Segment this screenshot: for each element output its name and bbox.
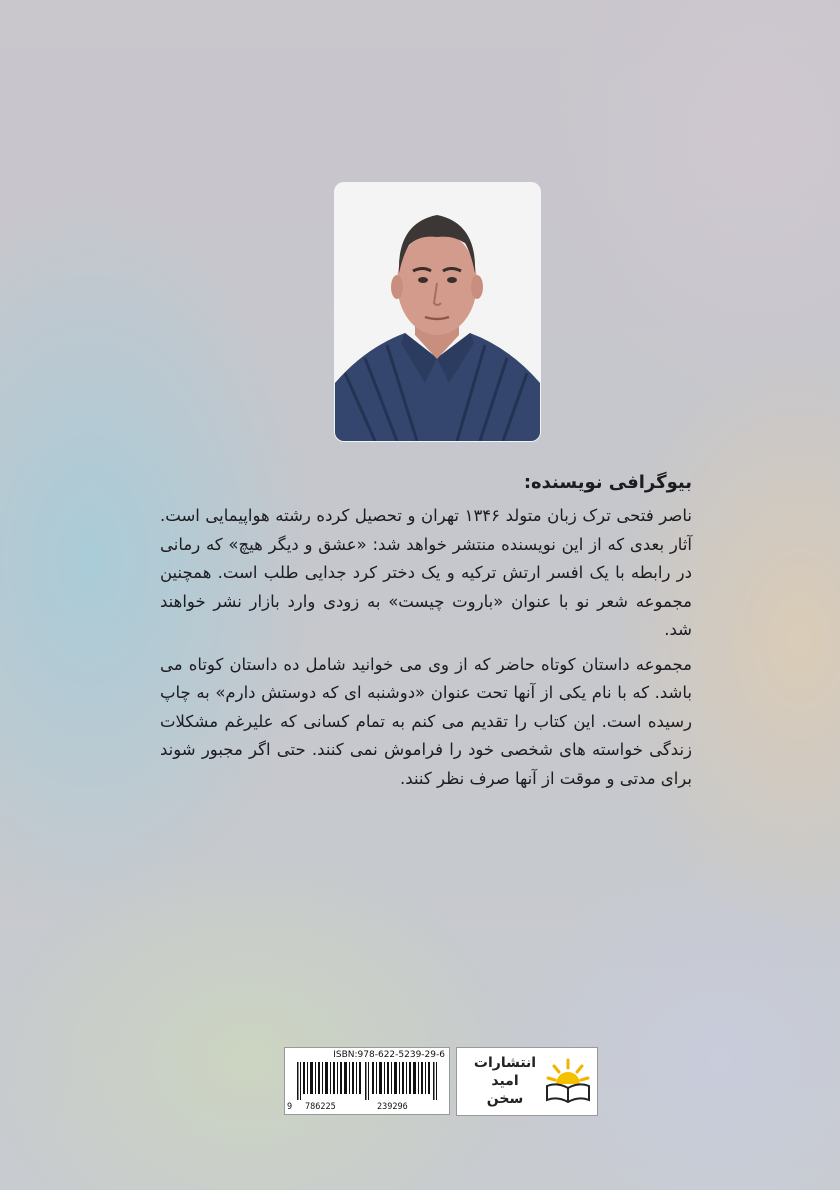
publisher-name-line-3: سخن <box>486 1091 524 1107</box>
barcode-digits-group-1: 786225 <box>305 1102 336 1112</box>
bio-paragraph-2: مجموعه داستان کوتاه حاضر که از وی می خوانید شامل ده داستان کوتاه می باشد. که با نام یکی از آنها تحت عنوان «دوشنبه ای که دوستش دارم» به چاپ رسیده است. این کتاب را تقدیم می کنم به تمام کسانی که علیرغم مشکلات زندگی خواسته های شخصی خود را فراموش نمی کنند. حتی اگر مجبور شوند برای مدتی و موقت از آنها صرف نظر کنند. <box>160 654 692 788</box>
bio-paragraph-1: ناصر فتحی ترک زبان متولد ۱۳۴۶ تهران و تحصیل کرده رشته هواپیمایی است. آثار بعدی که از این نویسنده منتشر خواهد شد: «عشق و دیگر هیچ» که رمانی در رابطه با یک افسر ارتش ترکیه و یک دختر کرد جدایی طلب است. همچنین مجموعه شعر نو با عنوان «باروت چیست» به زودی وارد بازار نشر خواهند شد. <box>160 506 692 639</box>
author-photo <box>335 183 540 441</box>
publisher-logo <box>456 1047 598 1116</box>
isbn-barcode <box>284 1047 450 1115</box>
author-biography <box>160 468 692 793</box>
publisher-name-line-1: انتشارات <box>473 1055 537 1071</box>
barcode-digits-group-2: 239296 <box>377 1102 408 1112</box>
publisher-name-line-2: امید <box>491 1073 519 1089</box>
barcode-digit-lead: 9 <box>287 1102 293 1112</box>
bio-title: بیوگرافی نویسنده: <box>523 472 692 493</box>
publisher-name <box>465 1054 545 1108</box>
sun-book-icon <box>545 1056 591 1106</box>
barcode-bars <box>291 1062 443 1100</box>
isbn-number: ISBN:978-622-5239-29-6 <box>333 1050 445 1060</box>
